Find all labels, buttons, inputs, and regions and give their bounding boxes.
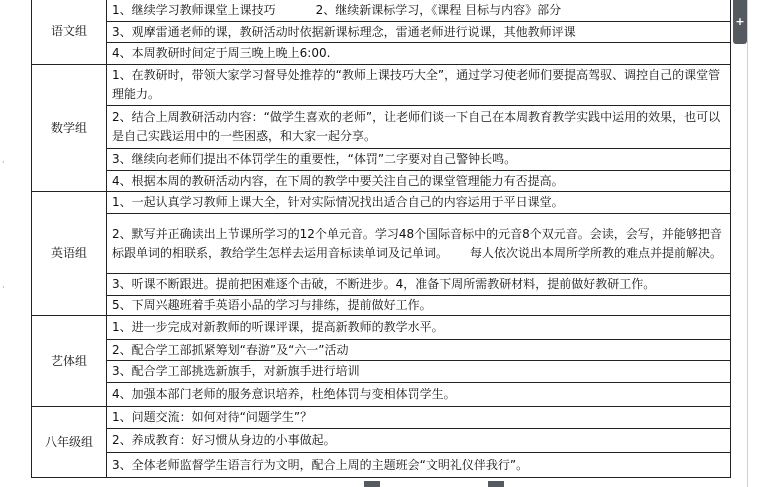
plan-item-text: 每人依次说出本周所学所教的难点并提前解决。: [470, 245, 723, 260]
plan-item-text: 2、继续新课标学习，《课程 目标与内容》部分: [315, 2, 562, 17]
table-row: [32, 316, 731, 340]
plan-item: 1、问题交流：如何对待“问题学生”？: [107, 407, 731, 429]
group-cell-math: 数学组: [32, 65, 107, 192]
plan-item: 4、加强本部门老师的服务意识培养，杜绝体罚与变相体罚学生。: [107, 383, 731, 407]
plan-item: 3、配合学工部挑选新旗手，对新旗手进行培训: [107, 361, 731, 383]
plan-item: 4、根据本周的教研活动内容，在下周的教学中要关注自己的课堂管理能力有否提高。: [107, 171, 731, 192]
table-row: [32, 22, 731, 43]
scroll-marker[interactable]: [364, 481, 380, 487]
plan-item: 5、下周兴趣班着手英语小品的学习与排练，提前做好工作。: [107, 296, 731, 316]
plan-item-text: 1、继续学习教师课堂上课技巧: [112, 2, 276, 17]
table-row: [32, 296, 731, 316]
table-row: [32, 274, 731, 296]
plan-item: 3、观摩雷通老师的课，教研活动时依据新课标理念，雷通老师进行说课，其他教师评课: [107, 22, 731, 43]
group-cell-chinese: 语文组: [32, 0, 107, 65]
table-row: [32, 429, 731, 453]
margin-marker: ·: [2, 283, 5, 292]
plan-item: 1、进一步完成对新教师的听课评课，提高新教师的教学水平。: [107, 316, 731, 340]
table-row: [32, 149, 731, 171]
table-row: [32, 340, 731, 361]
group-cell-grade-eight: 八年级组: [32, 407, 107, 478]
plan-item: 2、配合学工部抓紧筹划“春游”及“六一”活动: [107, 340, 731, 361]
table-row: [32, 0, 731, 22]
table-row: [32, 453, 731, 478]
plus-icon: +: [735, 15, 745, 28]
side-panel-toggle[interactable]: [733, 0, 747, 44]
margin-marker: ·: [2, 158, 5, 167]
plan-item: 3、继续向老师们提出不体罚学生的重要性，“体罚”二字要对自己警钟长鸣。: [107, 149, 731, 171]
plan-item: 3、全体老师监督学生语言行为文明，配合上周的主题班会“文明礼仪伴我行”。: [107, 453, 731, 478]
page-edge-divider: [747, 0, 748, 487]
plan-item: 4、本周教研时间定于周三晚上晚上6:00.: [107, 43, 731, 65]
plan-item: 3、听课不断跟进。提前把困难逐个击破，不断进步。4，准备下周所需教研材料，提前做好教研工作。: [107, 274, 731, 296]
plan-item: 2、养成教育：好习惯从身边的小事做起。: [107, 429, 731, 453]
table-row: [32, 192, 731, 214]
table-row: [32, 214, 731, 274]
table-row: [32, 383, 731, 407]
group-cell-arts-pe: 艺体组: [32, 316, 107, 407]
table-row: [32, 171, 731, 192]
plan-item-text: 2、默写并正确读出上节课所学习的12个单元音。学习48个国际音标中的元音8个双元音。会读，会写，并能够把音标跟单词的相联系，教给学生怎样去运用音标读单词及记单词。: [112, 226, 722, 260]
plan-item: 1、在教研时，带领大家学习督导处推荐的“教师上课技巧大全”，通过学习使老师们要提高驾驭、调控自己的课堂管理能力。: [107, 65, 731, 106]
weekly-plan-table: [31, 0, 731, 478]
scroll-marker[interactable]: [488, 481, 504, 487]
table-row: [32, 361, 731, 383]
plan-item: 1、一起认真学习教师上课大全，针对实际情况找出适合自己的内容运用于平日课堂。: [107, 192, 731, 214]
table-row: [32, 407, 731, 429]
table-row: [32, 43, 731, 65]
table-row: [32, 106, 731, 149]
plan-item: 2、结合上周教研活动内容：“做学生喜欢的老师”，让老师们谈一下自己在本周教育教学实践中运用的效果，也可以是自己实践运用中的一些困惑，和大家一起分享。: [107, 106, 731, 149]
group-cell-english: 英语组: [32, 192, 107, 316]
plan-item: [107, 214, 731, 274]
table-row: [32, 65, 731, 106]
plan-item: [107, 0, 731, 22]
